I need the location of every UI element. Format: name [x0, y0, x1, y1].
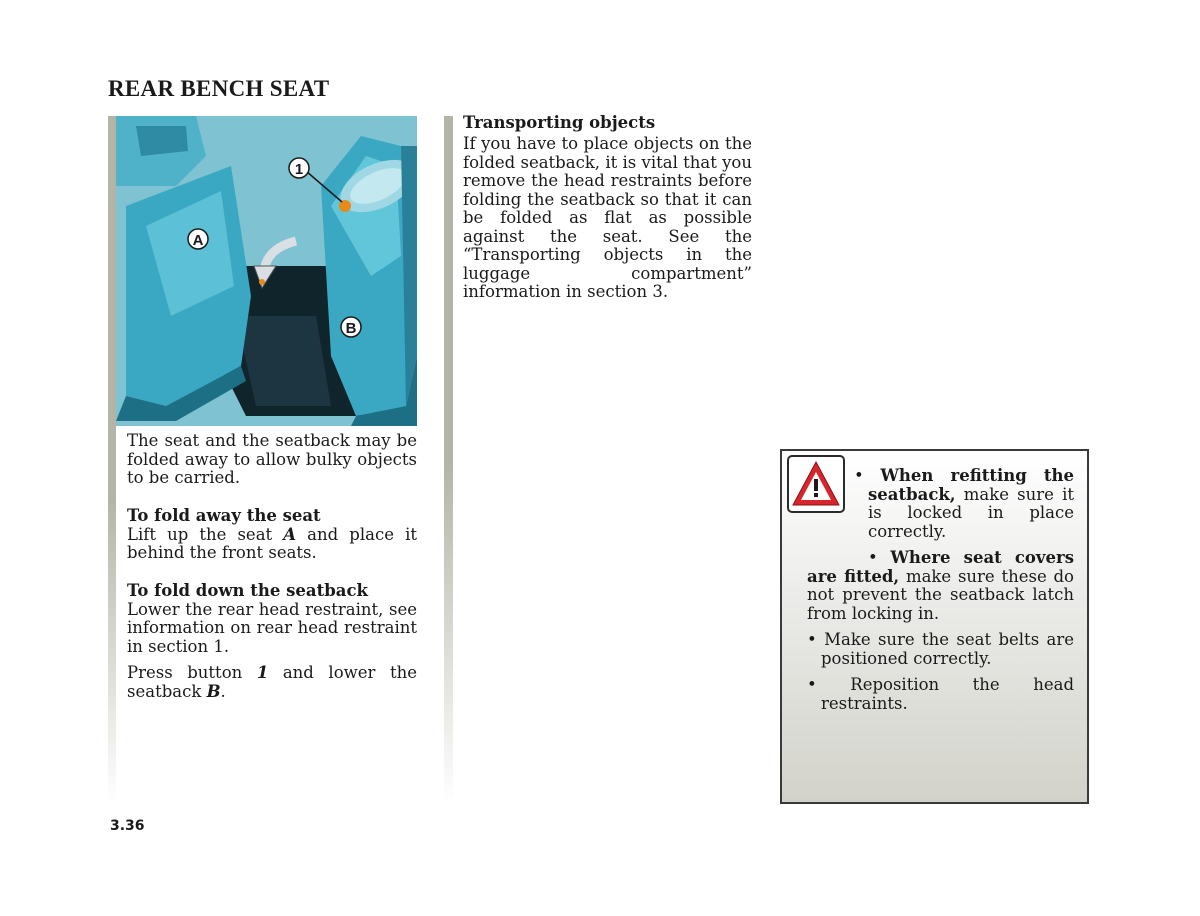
seat-ref-a: A [283, 524, 297, 544]
warning-text [807, 467, 1074, 721]
callout-1: 1 [294, 161, 304, 178]
callout-b: B [345, 320, 357, 337]
warning-item-4: • Reposition the head restraints. [807, 675, 1075, 713]
fold-seat-heading: To fold away the seat [127, 505, 321, 525]
callout-a: A [192, 232, 204, 249]
warning-item-2: • Where seat covers are fitted, make sure these do not prevent the seatback latch from locking in. [807, 548, 1074, 623]
intro-paragraph: The seat and the seatback may be folded away to allow bulky objects to be carried. [127, 431, 417, 487]
page-number: 3.36 [110, 818, 145, 834]
warning-box [780, 449, 1089, 804]
rear-seat-illustration [116, 116, 417, 426]
button-ref-1: 1 [256, 663, 269, 682]
warning-item-3: • Make sure the seat belts are positioned correctly. [807, 630, 1074, 668]
fold-back-heading: To fold down the seatback [127, 580, 368, 600]
seatback-ref-b: B [206, 681, 221, 701]
page-title: REAR BENCH SEAT [108, 76, 330, 101]
fold-seat-paragraph: Lift up the seat A and place it behind the front seats. [127, 524, 417, 562]
transporting-paragraph: If you have to place objects on the folded seatback, it is vital that you remove the head restraints before folding the seatback so that it can be folded as flat as possible against the seat. See the “Transporting objects in the luggage compartment” information in section 3. [463, 134, 752, 301]
column-1-text [127, 432, 417, 719]
warning-item-1: • When refitting the seatback, make sure it is locked in place correctly. [854, 466, 1075, 541]
fold-back-paragraph: Lower the rear head restraint, see information on rear head restraint in section 1. [127, 599, 417, 656]
press-button-paragraph: Press button 1 and lower the seatback B. [127, 663, 417, 701]
transporting-heading: Transporting objects [463, 113, 656, 132]
column-divider-bar [444, 116, 453, 806]
column-divider-bar [108, 116, 116, 806]
column-2-text [463, 113, 752, 302]
